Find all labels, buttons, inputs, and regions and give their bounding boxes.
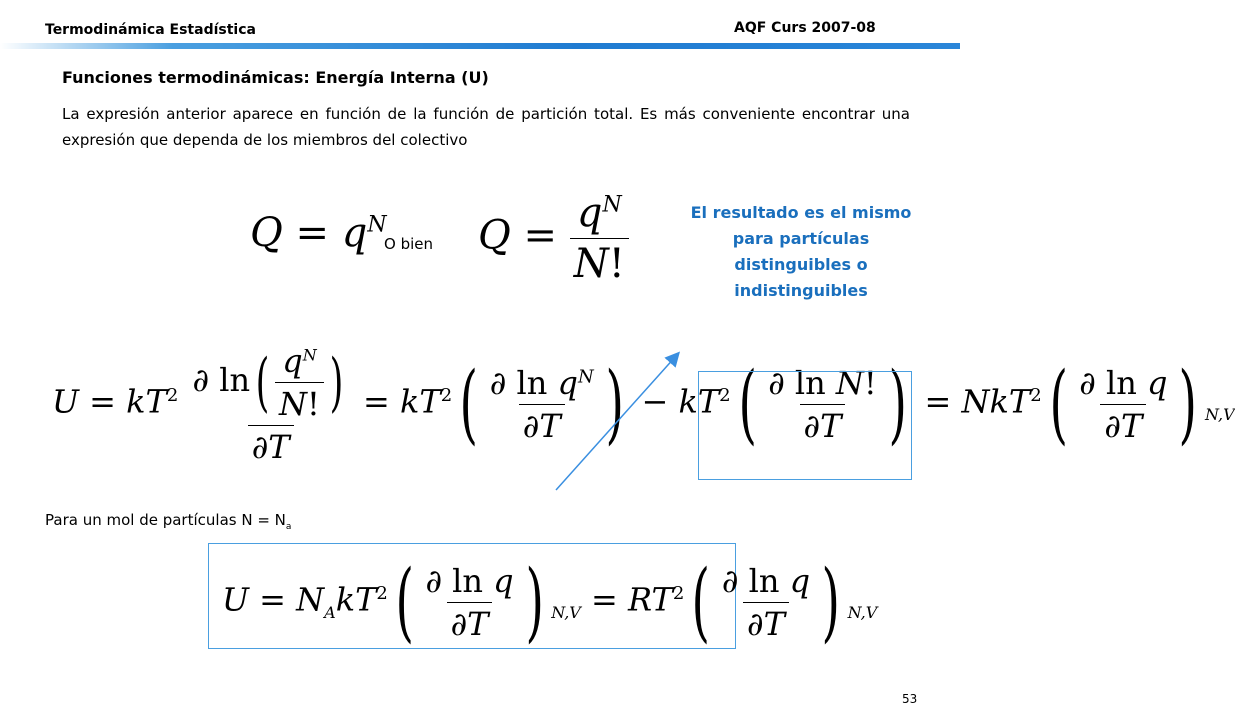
equation-q-indistinguishable: Q = $\frac{q^N}{N!}$ — [478, 190, 629, 287]
mol-text: Para un mol de partículas $N = N_a$ — [45, 511, 292, 532]
page-number: 53 — [902, 692, 918, 706]
intro-paragraph: La expresión anterior aparece en función de la función de partición total. Es más conveniente encontrar una expresión que dependa de los miembros del colectivo — [62, 105, 910, 149]
equation-u-derivation: $U = kT^2$ ∂ ln( $\frac{q^N}{N!}$ ) ∂T = $kT^2$( $\frac{\partial \ln q^N}{\partial T}$ ) − $kT^2$( $\frac{\text{∂ ln N!}}{\partial T}$ ) = NkT$^2$( $\frac{\text{∂ ln q}}{\partial T}$ ) $_{N,V}$ — [52, 342, 1235, 466]
equation-q-distinguishable: $Q = q^N$ — [250, 210, 387, 256]
equation-u-molar: $U = N_AkT^2$( $\frac{\text{∂ ln q}}{\partial T}$ ) $_{N,V} = RT^2$( $\frac{\text{∂ ln q}}{\partial T}$ ) $_{N,V}$ — [222, 552, 878, 652]
header-title: Termodinámica Estadística — [45, 22, 256, 38]
or-label: O bien — [384, 235, 433, 253]
slide-heading: Funciones termodinámicas: Energía Interna (U) — [62, 68, 489, 87]
result-note: El resultado es el mismo para partículas distinguibles o indistinguibles — [690, 203, 912, 300]
header-course: AQF Curs 2007-08 — [734, 20, 876, 36]
